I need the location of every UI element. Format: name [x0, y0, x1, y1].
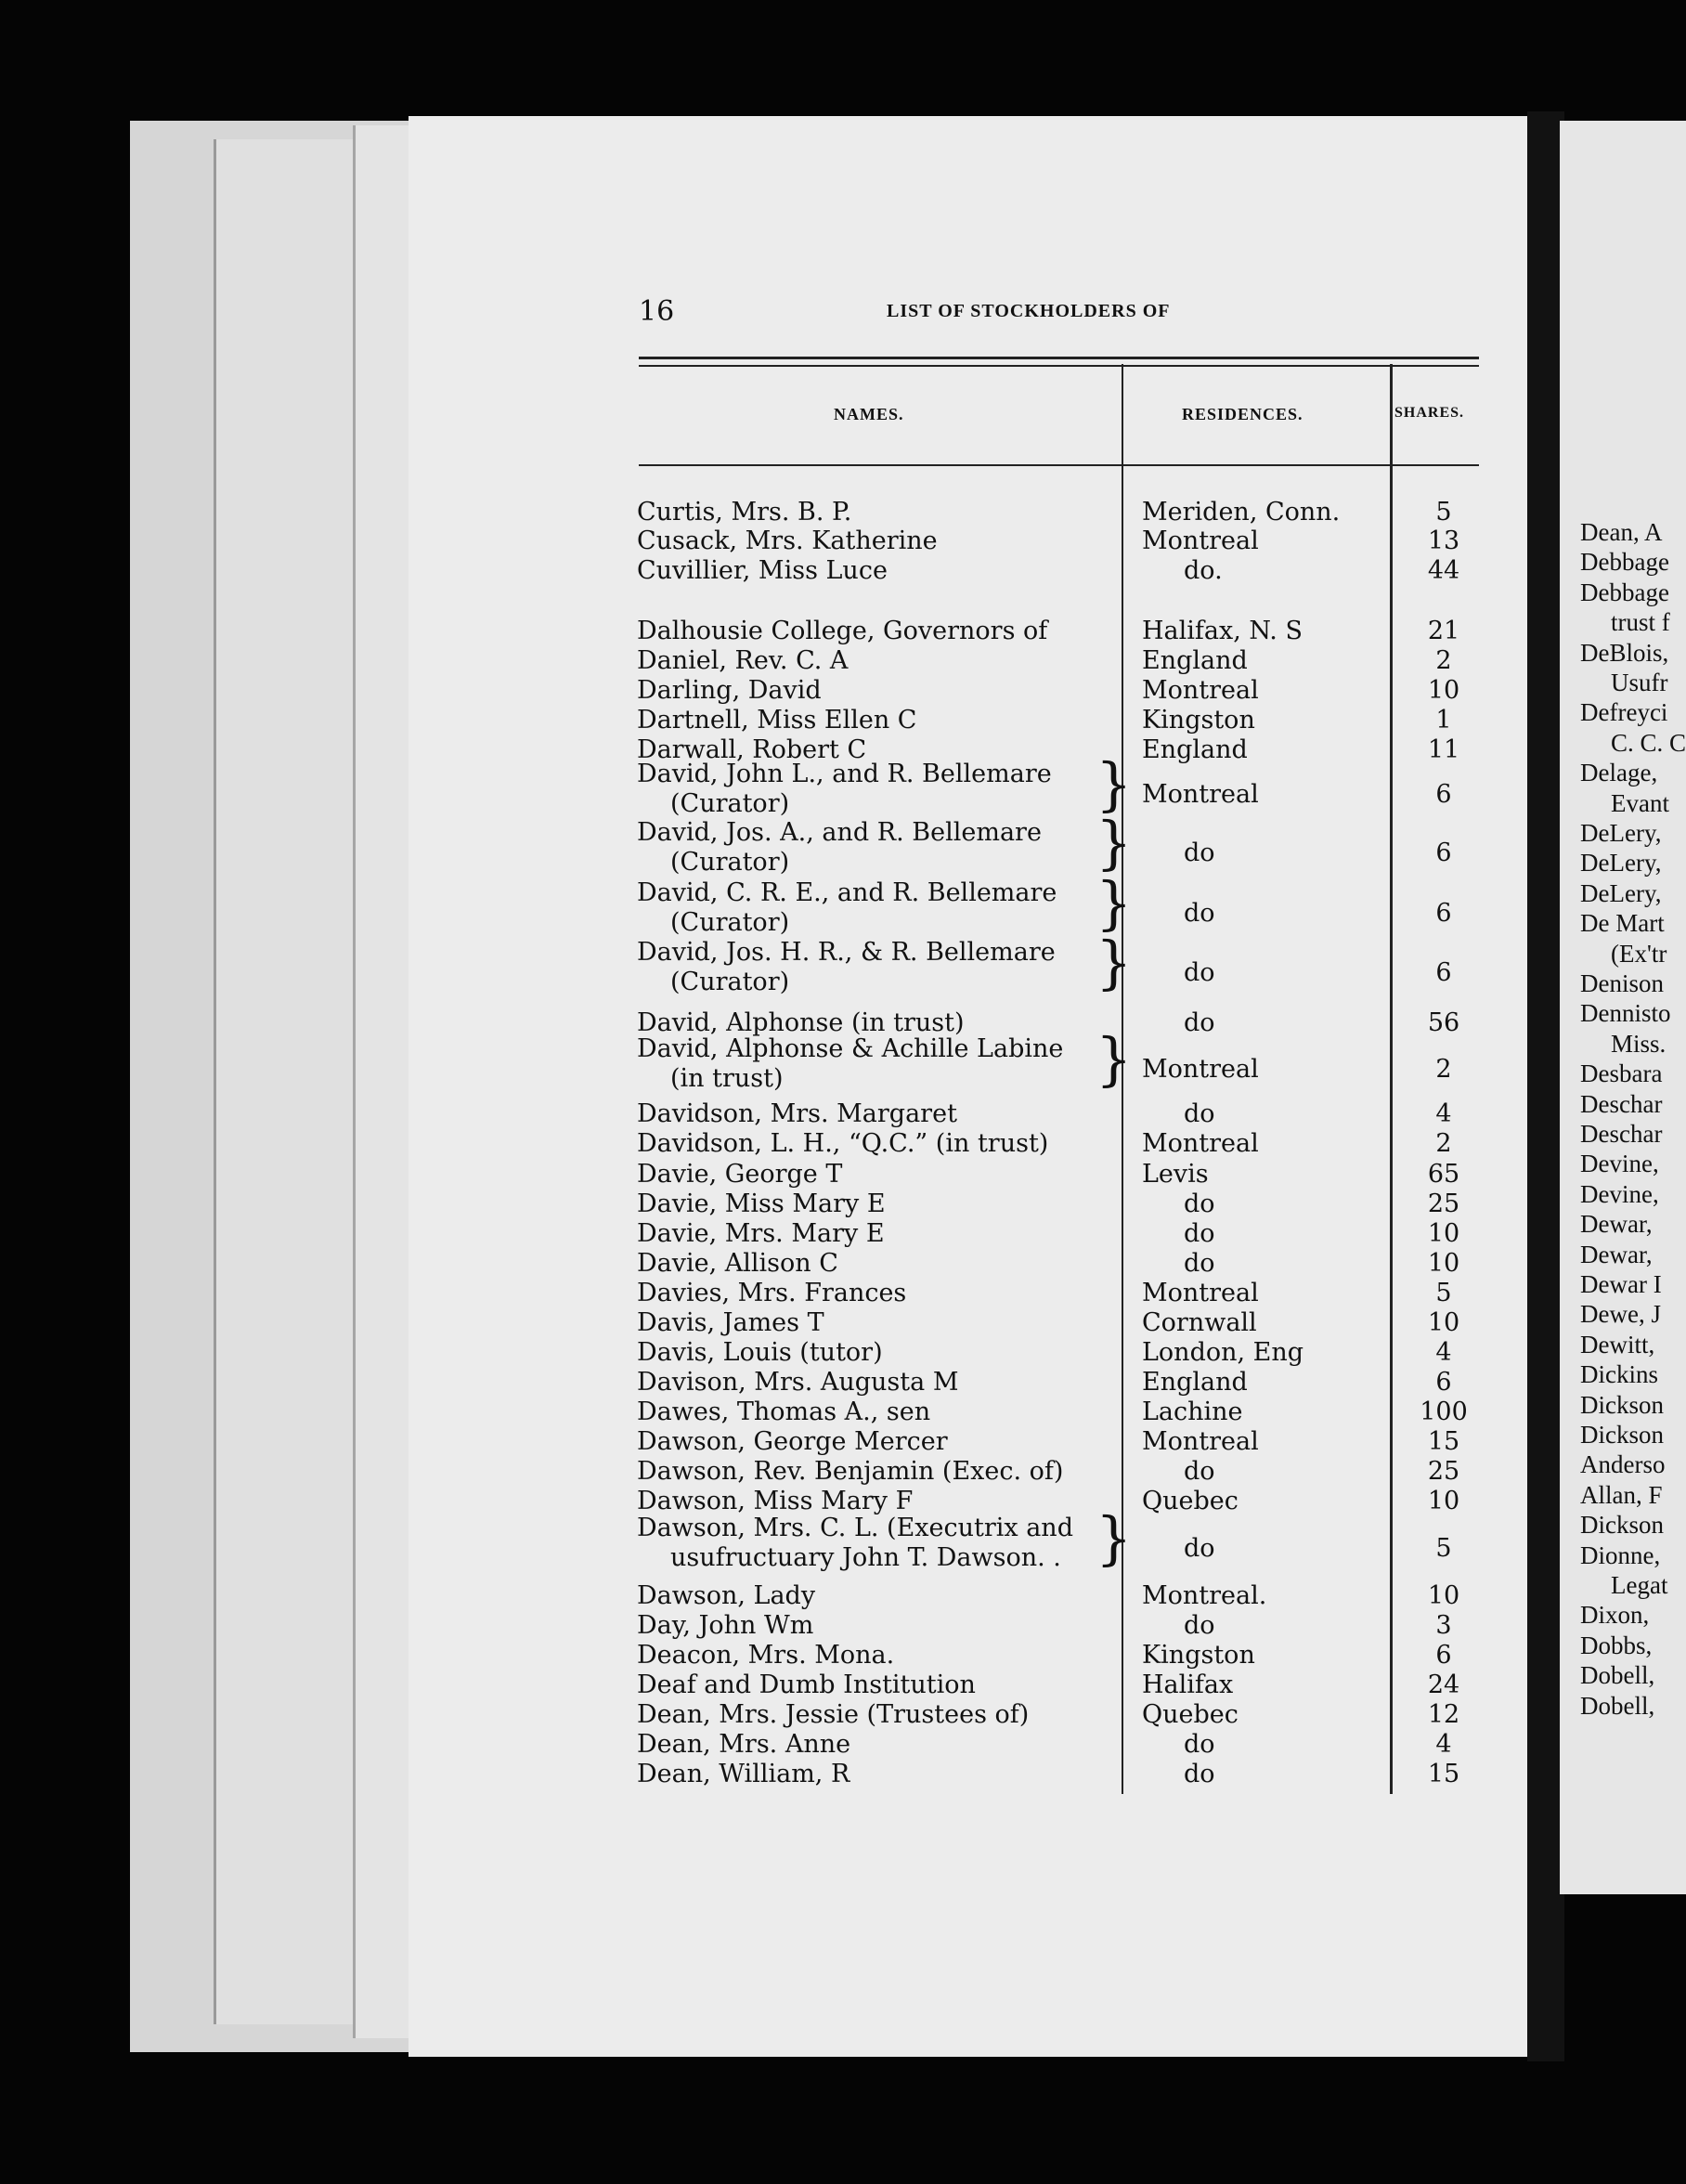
stockholder-name: Dalhousie College, Governors of [637, 617, 1048, 645]
stockholder-residence: Montreal [1142, 1055, 1259, 1084]
stockholder-residence: do [1184, 1249, 1215, 1278]
stockholder-name: Davie, Miss Mary E [637, 1190, 886, 1218]
stockholder-residence: Montreal [1142, 1279, 1259, 1307]
facing-page-entry: Dobell, [1580, 1661, 1655, 1690]
header-rule-top [639, 365, 1479, 367]
stockholder-residence: do [1184, 1534, 1215, 1563]
stockholder-shares: 15 [1427, 1760, 1460, 1788]
stockholder-name-continued: (Curator) [670, 848, 790, 877]
facing-page-entry: Dewar, [1580, 1240, 1653, 1268]
facing-page-entry: Dean, A [1580, 518, 1663, 546]
book-gutter [1527, 111, 1564, 2061]
facing-page-entry: DeBlois, [1580, 638, 1669, 667]
stockholder-name: Davis, James T [637, 1308, 824, 1337]
stockholder-shares: 1 [1435, 706, 1452, 734]
stockholder-shares: 11 [1427, 735, 1460, 764]
stockholder-name: David, Jos. A., and R. Bellemare [637, 818, 1042, 847]
stockholder-name-continued: (in trust) [670, 1064, 784, 1093]
facing-page-entry: Defreyci [1580, 698, 1668, 727]
facing-page-entry: Debbage [1580, 578, 1669, 606]
facing-page-entry: DeLery, [1580, 849, 1662, 878]
facing-page-entry: Devine, [1580, 1179, 1659, 1208]
stockholder-shares: 24 [1427, 1670, 1460, 1699]
stockholder-shares: 12 [1427, 1700, 1460, 1729]
stockholder-residence: London, Eng [1142, 1338, 1304, 1367]
facing-page-entry: DeLery, [1580, 878, 1662, 907]
stockholder-shares: 10 [1427, 1249, 1460, 1278]
facing-page-entry: De Mart [1580, 909, 1665, 938]
stockholder-shares: 2 [1435, 1129, 1452, 1158]
stockholder-name-continued: usufructuary John T. Dawson. . [670, 1543, 1061, 1572]
stockholder-name: Davidson, Mrs. Margaret [637, 1099, 957, 1128]
facing-page-entry: Deschar [1580, 1120, 1663, 1148]
stockholder-name: David, C. R. E., and R. Bellemare [637, 878, 1057, 907]
stockholder-name: Daniel, Rev. C. A [637, 646, 849, 675]
stockholder-shares: 6 [1435, 1368, 1452, 1397]
stockholder-name: David, Jos. H. R., & R. Bellemare [637, 938, 1056, 967]
brace-mark: } [1096, 929, 1133, 996]
column-header-names: NAMES. [834, 405, 904, 423]
facing-page-entry: Dixon, [1580, 1601, 1650, 1630]
stockholder-residence: England [1142, 1368, 1248, 1397]
stockholder-name-continued: (Curator) [670, 789, 790, 818]
stockholder-residence: do [1184, 899, 1215, 928]
stockholder-residence: do [1184, 1219, 1215, 1248]
brace-mark: } [1096, 1025, 1133, 1093]
stockholder-shares: 6 [1435, 838, 1452, 867]
facing-page-entry: Dewar I [1580, 1270, 1662, 1298]
stockholder-shares: 5 [1435, 1279, 1452, 1307]
stockholder-residence: do [1184, 1190, 1215, 1218]
stockholder-shares: 4 [1435, 1338, 1452, 1367]
stockholder-residence: Quebec [1142, 1700, 1239, 1729]
facing-page-entry: Dewe, J [1580, 1300, 1661, 1329]
stockholder-name-continued: (Curator) [670, 908, 790, 937]
stockholder-shares: 21 [1427, 617, 1460, 645]
facing-page-entry: trust f [1611, 608, 1670, 637]
facing-page-entry: Evant [1611, 788, 1669, 817]
facing-page-entry: Dickson [1580, 1421, 1664, 1449]
brace-mark: } [1096, 869, 1133, 937]
stockholder-shares: 10 [1427, 1308, 1460, 1337]
stockholder-shares: 100 [1420, 1398, 1468, 1426]
facing-page-entry: Dobell, [1580, 1691, 1655, 1720]
stockholder-shares: 25 [1427, 1190, 1460, 1218]
stockholder-name: Dawson, Rev. Benjamin (Exec. of) [637, 1457, 1064, 1486]
stockholder-name: Dean, Mrs. Jessie (Trustees of) [637, 1700, 1030, 1729]
stockholder-name: Day, John Wm [637, 1611, 814, 1640]
stockholder-residence: Quebec [1142, 1487, 1239, 1515]
stockholder-name: Dawson, George Mercer [637, 1427, 948, 1456]
stockholder-name: Dartnell, Miss Ellen C [637, 706, 917, 734]
running-title: LIST OF STOCKHOLDERS OF [887, 301, 1171, 321]
stockholder-residence: do [1184, 1730, 1215, 1759]
stockholder-name: Dean, Mrs. Anne [637, 1730, 851, 1759]
facing-page-entry: Deschar [1580, 1089, 1663, 1118]
stockholder-residence: Kingston [1142, 706, 1255, 734]
stockholder-residence: England [1142, 735, 1248, 764]
stockholder-shares: 4 [1435, 1730, 1452, 1759]
stockholder-shares: 3 [1435, 1611, 1452, 1640]
stockholder-name: Cusack, Mrs. Katherine [637, 526, 938, 555]
stockholder-shares: 25 [1427, 1457, 1460, 1486]
facing-page-entry: Dobbs, [1580, 1631, 1653, 1659]
column-divider [1390, 364, 1393, 1794]
stockholder-shares: 6 [1435, 1641, 1452, 1670]
facing-page-entry: Dennisto [1580, 999, 1671, 1028]
stockholder-name: Darling, David [637, 676, 822, 705]
stockholder-residence: Montreal [1142, 526, 1259, 555]
stockholder-residence: do [1184, 1008, 1215, 1037]
stockholder-residence: do [1184, 1611, 1215, 1640]
stockholder-residence: Levis [1142, 1160, 1209, 1189]
stockholder-residence: do [1184, 1457, 1215, 1486]
stockholder-shares: 4 [1435, 1099, 1452, 1128]
facing-page-entry: Delage, [1580, 759, 1658, 787]
facing-page-entry: Allan, F [1580, 1480, 1663, 1509]
page-number: 16 [639, 295, 675, 328]
stockholder-shares: 10 [1427, 676, 1460, 705]
header-rule-top [639, 357, 1479, 359]
stockholder-shares: 65 [1427, 1160, 1460, 1189]
stockholder-residence: Montreal [1142, 676, 1259, 705]
stockholder-name: Dawson, Lady [637, 1581, 816, 1610]
stockholder-name: David, Alphonse (in trust) [637, 1008, 965, 1037]
brace-mark: } [1096, 809, 1133, 877]
stockholder-residence: England [1142, 646, 1248, 675]
brace-mark: } [1096, 750, 1133, 818]
facing-page-entry: Usufr [1611, 669, 1668, 696]
book-page [409, 116, 1527, 2057]
facing-page-entry: Dickson [1580, 1511, 1664, 1540]
stockholder-name: David, Alphonse & Achille Labine [637, 1034, 1064, 1063]
stockholder-name: David, John L., and R. Bellemare [637, 760, 1052, 788]
stockholder-shares: 15 [1427, 1427, 1460, 1456]
stockholder-shares: 5 [1435, 498, 1452, 526]
facing-page-entry: Devine, [1580, 1150, 1659, 1178]
facing-page-entry: (Ex'tr [1611, 939, 1667, 968]
stockholder-name: Deacon, Mrs. Mona. [637, 1641, 895, 1670]
stockholder-shares: 13 [1427, 526, 1460, 555]
stockholder-shares: 2 [1435, 646, 1452, 675]
stockholder-name: Darwall, Robert C [637, 735, 867, 764]
stockholder-residence: Lachine [1142, 1398, 1243, 1426]
stockholder-shares: 10 [1427, 1487, 1460, 1515]
stockholder-residence: Montreal [1142, 1427, 1259, 1456]
stockholder-residence: do [1184, 958, 1215, 987]
header-rule-bottom [639, 464, 1479, 466]
stockholder-name: Cuvillier, Miss Luce [637, 556, 888, 585]
stockholder-name: Deaf and Dumb Institution [637, 1670, 976, 1699]
stockholder-name: Davies, Mrs. Frances [637, 1279, 907, 1307]
stockholder-residence: Halifax, N. S [1142, 617, 1303, 645]
stockholder-residence: Montreal [1142, 1129, 1259, 1158]
stockholder-residence: Cornwall [1142, 1308, 1257, 1337]
stockholder-residence: do. [1184, 556, 1223, 585]
facing-page-entry: Dewar, [1580, 1210, 1653, 1239]
stockholder-shares: 6 [1435, 958, 1452, 987]
stockholder-shares: 6 [1435, 780, 1452, 809]
stockholder-residence: do [1184, 1760, 1215, 1788]
stockholder-shares: 2 [1435, 1055, 1452, 1084]
facing-page-entry: Legat [1611, 1571, 1668, 1599]
stockholder-shares: 56 [1427, 1008, 1460, 1037]
stockholder-name: Davis, Louis (tutor) [637, 1338, 883, 1367]
stockholder-shares: 44 [1427, 556, 1460, 585]
facing-page-entry: Dickson [1580, 1390, 1664, 1419]
facing-page-entry: Dionne, [1580, 1540, 1661, 1569]
facing-page-entry: C. C. C [1611, 728, 1686, 757]
stockholder-name: Davidson, L. H., “Q.C.” (in trust) [637, 1129, 1049, 1158]
stockholder-shares: 5 [1435, 1534, 1452, 1563]
facing-page-entry: Anderso [1580, 1450, 1666, 1479]
column-header-shares: SHARES. [1394, 405, 1465, 421]
stockholder-name: Dawson, Mrs. C. L. (Executrix and [637, 1514, 1073, 1542]
stockholder-name: Dean, William, R [637, 1760, 850, 1788]
stockholder-name: Davie, Allison C [637, 1249, 838, 1278]
stockholder-name: Dawes, Thomas A., sen [637, 1398, 931, 1426]
stockholder-name: Curtis, Mrs. B. P. [637, 498, 852, 526]
stockholder-residence: Kingston [1142, 1641, 1255, 1670]
column-header-residences: RESIDENCES. [1182, 405, 1303, 423]
brace-mark: } [1096, 1504, 1133, 1572]
stockholder-residence: Montreal. [1142, 1581, 1267, 1610]
facing-page-entry: Dewitt, [1580, 1330, 1655, 1358]
stockholder-name: Davie, George T [637, 1160, 843, 1189]
stockholder-residence: Meriden, Conn. [1142, 498, 1341, 526]
stockholder-residence: do [1184, 838, 1215, 867]
stockholder-residence: Montreal [1142, 780, 1259, 809]
stockholder-name: Davison, Mrs. Augusta M [637, 1368, 959, 1397]
stockholder-name-continued: (Curator) [670, 968, 790, 996]
facing-page-entry: Desbara [1580, 1060, 1663, 1088]
stockholder-shares: 6 [1435, 899, 1452, 928]
stockholder-residence: do [1184, 1099, 1215, 1128]
stockholder-shares: 10 [1427, 1581, 1460, 1610]
facing-page-entry: Debbage [1580, 548, 1669, 577]
stockholder-name: Dawson, Miss Mary F [637, 1487, 914, 1515]
facing-page-entry: Dickins [1580, 1360, 1658, 1389]
facing-page-entry: Miss. [1611, 1029, 1667, 1058]
facing-page-entry: Denison [1580, 969, 1664, 997]
stockholder-residence: Halifax [1142, 1670, 1234, 1699]
stockholder-name: Davie, Mrs. Mary E [637, 1219, 885, 1248]
stockholder-shares: 10 [1427, 1219, 1460, 1248]
facing-page-entry: DeLery, [1580, 819, 1662, 847]
